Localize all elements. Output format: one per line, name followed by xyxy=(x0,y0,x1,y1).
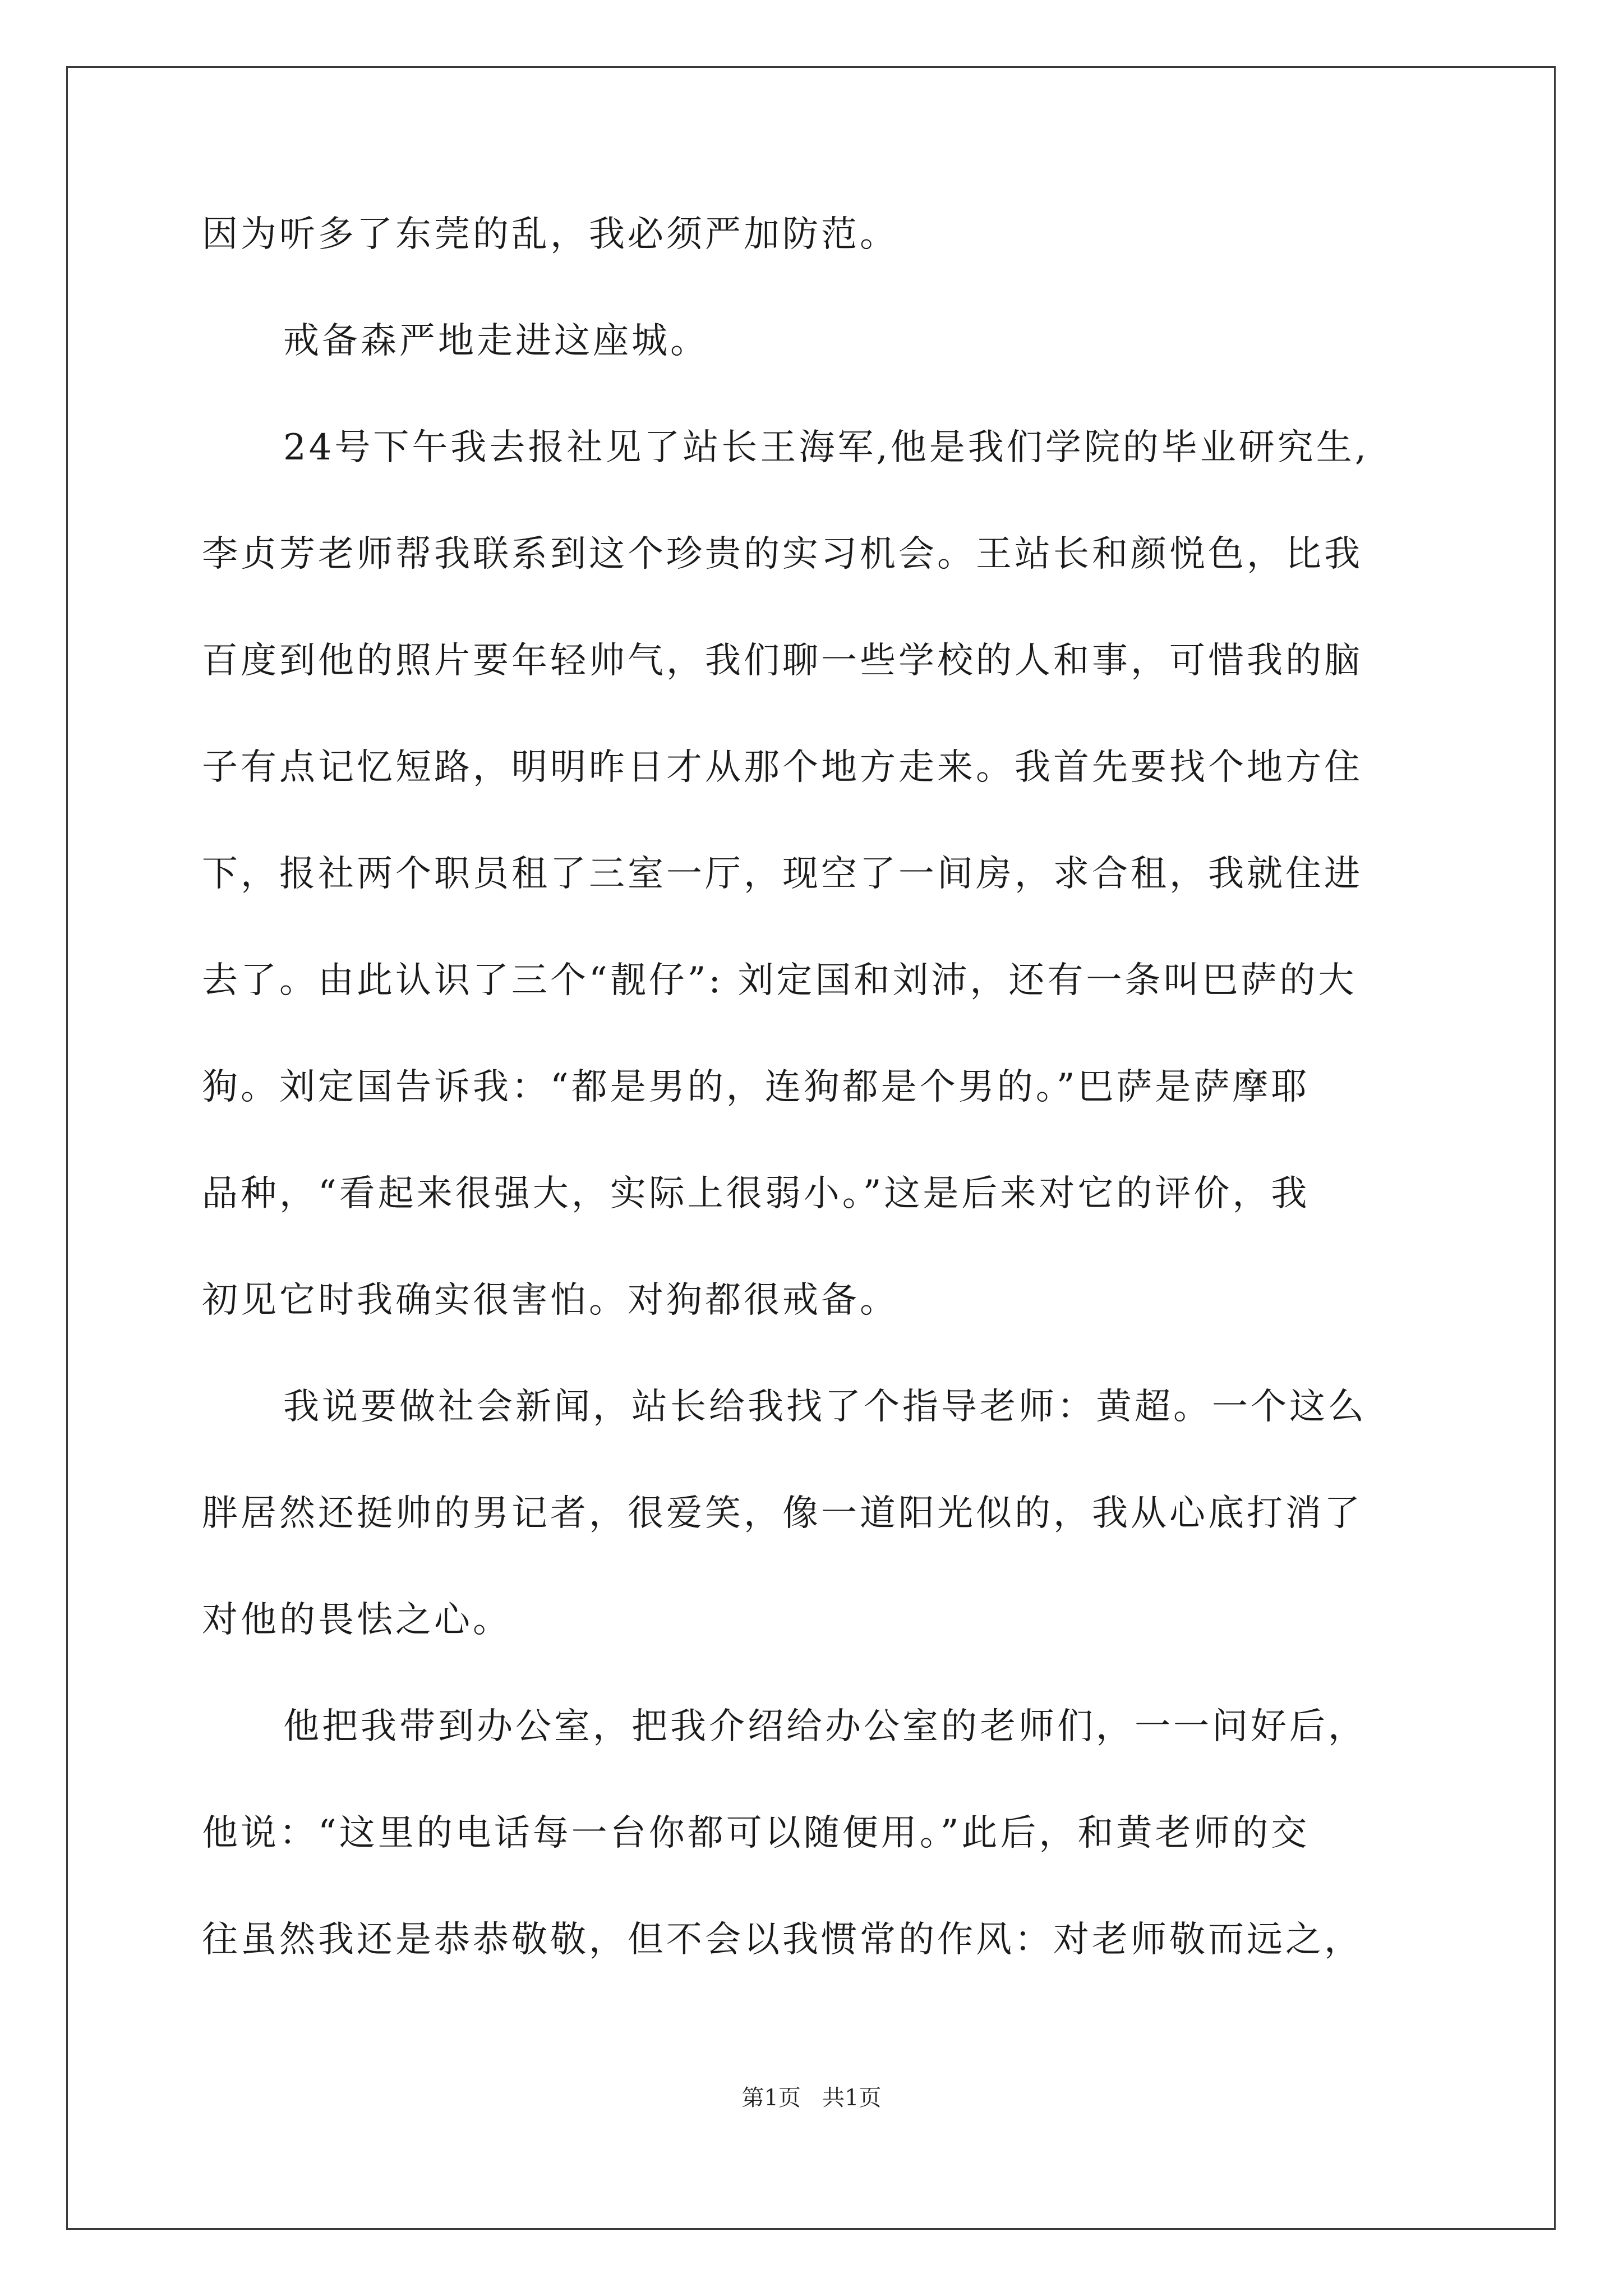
text-line-16: 他说：“这里的电话每一台你都可以随便用。”此后，和黄老师的交 xyxy=(202,1812,1310,1854)
text-line-2: 戒备森严地走进这座城。 xyxy=(283,320,709,362)
text-line-17: 往虽然我还是恭恭敬敬，但不会以我惯常的作风：对老师敬而远之， xyxy=(202,1919,1363,1961)
text-line-9: 狗。刘定国告诉我：“都是男的，连狗都是个男的。”巴萨是萨摩耶 xyxy=(202,1066,1310,1108)
text-line-8: 去了。由此认识了三个“靓仔”: 刘定国和刘沛，还有一条叫巴萨的大 xyxy=(202,960,1357,1001)
text-line-11: 初见它时我确实很害怕。对狗都很戒备。 xyxy=(202,1280,898,1321)
text-line-5: 百度到他的照片要年轻帅气，我们聊一些学校的人和事，可惜我的脑 xyxy=(202,640,1363,682)
text-line-13: 胖居然还挺帅的男记者，很爱笑，像一道阳光似的，我从心底打消了 xyxy=(202,1493,1363,1534)
text-line-3: 24号下午我去报社见了站长王海军,他是我们学院的毕业研究生, xyxy=(283,427,1370,468)
text-line-1: 因为听多了东莞的乱，我必须严加防范。 xyxy=(202,214,898,255)
text-line-4: 李贞芳老师帮我联系到这个珍贵的实习机会。王站长和颜悦色，比我 xyxy=(202,533,1363,575)
text-line-12: 我说要做社会新闻，站长给我找了个指导老师：黄超。一个这么 xyxy=(283,1386,1367,1428)
text-line-15: 他把我带到办公室，把我介绍给办公室的老师们，一一问好后， xyxy=(283,1706,1367,1747)
text-line-14: 对他的畏怯之心。 xyxy=(202,1599,511,1641)
page-number: 第1页 共1页 xyxy=(741,2085,882,2111)
text-line-6: 子有点记忆短路，明明昨日才从那个地方走来。我首先要找个地方住 xyxy=(202,747,1363,788)
text-line-7: 下，报社两个职员租了三室一厅，现空了一间房，求合租，我就住进 xyxy=(202,853,1363,895)
text-line-10: 品种，“看起来很强大，实际上很弱小。”这是后来对它的评价，我 xyxy=(202,1173,1310,1214)
page-frame xyxy=(66,66,1556,2230)
